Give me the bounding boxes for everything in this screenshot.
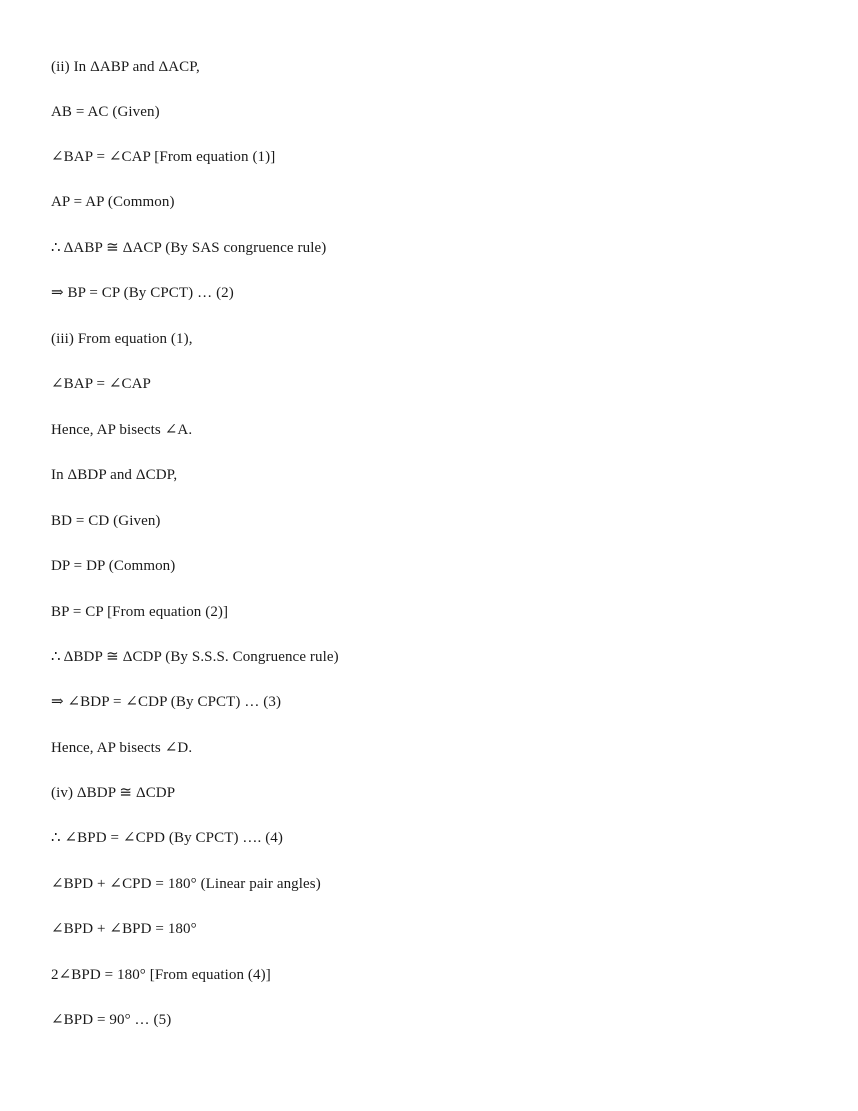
proof-line-bd-cd: BD = CD (Given) (51, 513, 161, 529)
proof-line-dp-common: DP = DP (Common) (51, 558, 176, 574)
proof-line-sss-congruence: ∴ ΔBDP ≅ ΔCDP (By S.S.S. Congruence rule) (51, 649, 339, 665)
proof-line-linear-pair: ∠BPD + ∠CPD = 180° (Linear pair angles) (51, 876, 321, 892)
proof-line-bp-cp: ⇒ BP = CP (By CPCT) … (2) (51, 285, 234, 301)
proof-line-angle-bap-cap-2: ∠BAP = ∠CAP (51, 376, 151, 392)
proof-line-sas-congruence: ∴ ΔABP ≅ ΔACP (By SAS congruence rule) (51, 240, 327, 256)
proof-line-bpd-sum: ∠BPD + ∠BPD = 180° (51, 921, 197, 937)
proof-line-ii-heading: (ii) In ΔABP and ΔACP, (51, 59, 200, 75)
proof-line-iv-heading: (iv) ΔBDP ≅ ΔCDP (51, 785, 176, 801)
proof-line-ab-ac: AB = AC (Given) (51, 104, 160, 120)
proof-line-iii-heading: (iii) From equation (1), (51, 331, 193, 347)
proof-line-bp-cp-eq2: BP = CP [From equation (2)] (51, 604, 229, 620)
proof-line-2bpd: 2∠BPD = 180° [From equation (4)] (51, 967, 271, 983)
proof-line-angle-bdp-cdp: ⇒ ∠BDP = ∠CDP (By CPCT) … (3) (51, 694, 282, 710)
proof-line-bdp-cdp-heading: In ΔBDP and ΔCDP, (51, 467, 178, 483)
proof-line-bpd-90: ∠BPD = 90° … (5) (51, 1012, 172, 1028)
proof-line-ap-bisects-a: Hence, AP bisects ∠A. (51, 422, 193, 438)
proof-line-angle-bpd-cpd: ∴ ∠BPD = ∠CPD (By CPCT) …. (4) (51, 830, 283, 846)
proof-line-ap-common: AP = AP (Common) (51, 194, 175, 210)
proof-line-angle-bap-cap: ∠BAP = ∠CAP [From equation (1)] (51, 149, 276, 165)
proof-line-ap-bisects-d: Hence, AP bisects ∠D. (51, 740, 193, 756)
